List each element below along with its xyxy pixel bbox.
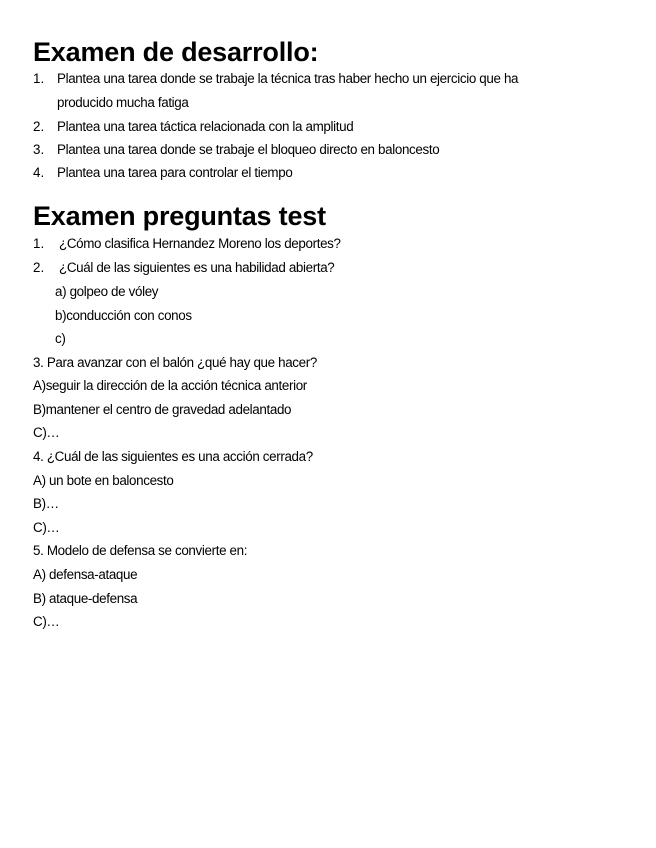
answer-option: C)… bbox=[33, 614, 60, 629]
list-item-text: Plantea una tarea donde se trabaje el bloqueo directo en baloncesto bbox=[57, 142, 440, 157]
list-item-text: Plantea una tarea para controlar el tiempo bbox=[57, 165, 293, 180]
answer-option: C)… bbox=[33, 520, 60, 535]
list-item-number: 1. bbox=[33, 71, 45, 86]
section-title-test: Examen preguntas test bbox=[33, 201, 326, 231]
section-title-desarrollo: Examen de desarrollo: bbox=[33, 37, 319, 67]
list-item-text: Plantea una tarea donde se trabaje la técnica tras haber hecho un ejercicio que ha bbox=[57, 71, 519, 86]
question-text: ¿Cuál de las siguientes es una habilidad abierta? bbox=[59, 260, 335, 275]
question-number: 1. bbox=[33, 236, 45, 251]
question-text: 5. Modelo de defensa se convierte en: bbox=[33, 543, 248, 558]
answer-option: c) bbox=[55, 331, 66, 346]
answer-option: B) ataque-defensa bbox=[33, 591, 138, 606]
question-text: 3. Para avanzar con el balón ¿qué hay que hacer? bbox=[33, 355, 317, 370]
question-text: ¿Cómo clasifica Hernandez Moreno los deportes? bbox=[59, 236, 341, 251]
answer-option: a) golpeo de vóley bbox=[55, 284, 159, 299]
list-item-number: 3. bbox=[33, 142, 45, 157]
question-number: 2. bbox=[33, 260, 45, 275]
answer-option: A)seguir la dirección de la acción técnica anterior bbox=[33, 378, 307, 393]
list-item-number: 4. bbox=[33, 165, 45, 180]
list-item-text: Plantea una tarea táctica relacionada con la amplitud bbox=[57, 119, 354, 134]
question-text: 4. ¿Cuál de las siguientes es una acción cerrada? bbox=[33, 449, 313, 464]
answer-option: A) un bote en baloncesto bbox=[33, 473, 174, 488]
list-item-text-continued: producido mucha fatiga bbox=[57, 95, 189, 110]
list-item-number: 2. bbox=[33, 119, 45, 134]
answer-option: C)… bbox=[33, 425, 60, 440]
answer-option: A) defensa-ataque bbox=[33, 567, 138, 582]
answer-option: B)… bbox=[33, 496, 59, 511]
answer-option: b)conducción con conos bbox=[55, 308, 192, 323]
answer-option: B)mantener el centro de gravedad adelantado bbox=[33, 402, 292, 417]
